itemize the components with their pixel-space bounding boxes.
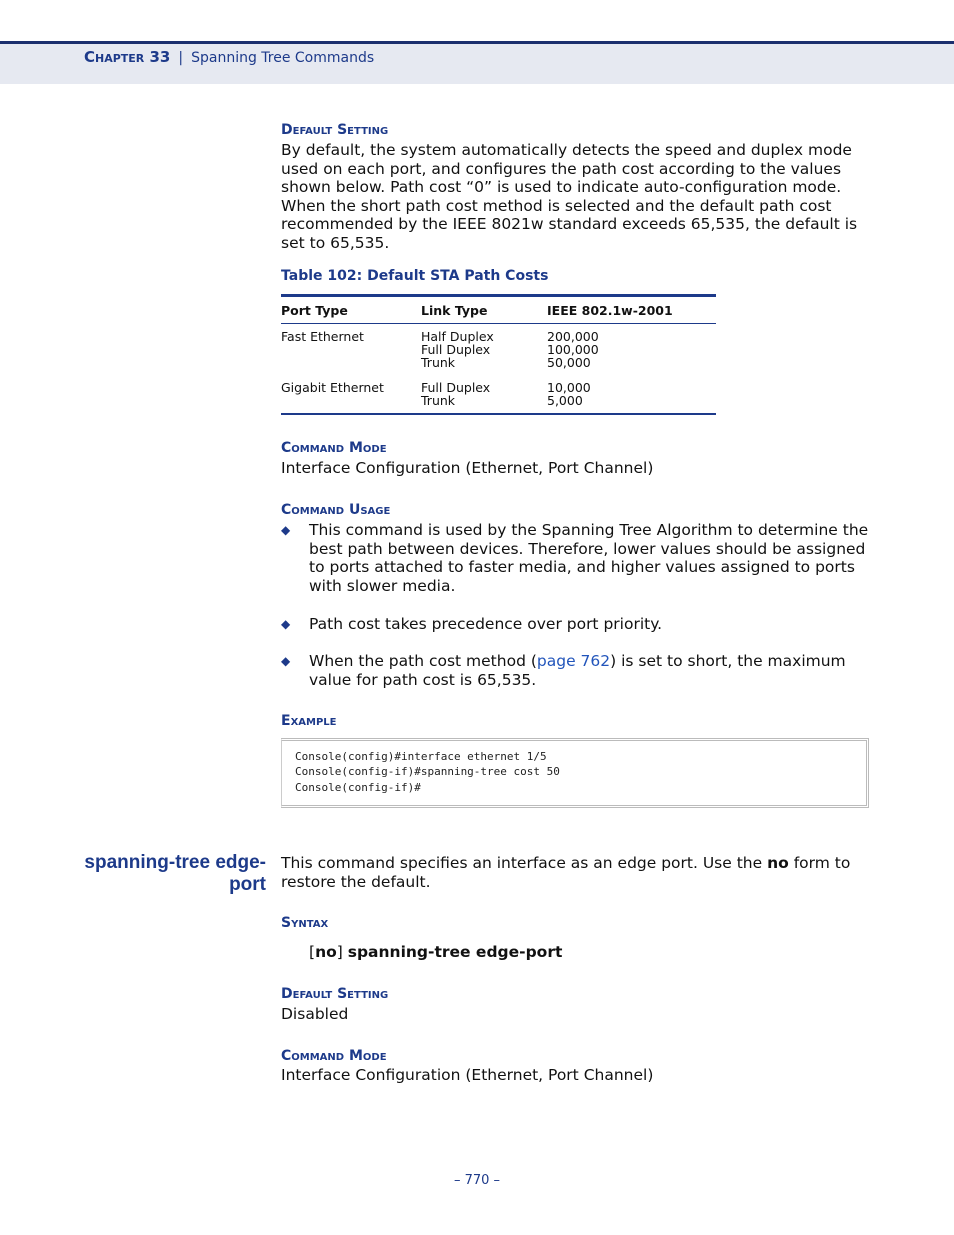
command-title-line2: port [229,874,266,895]
usage-bullet: This command is used by the Spanning Tree Algorithm to determine the best path between devices. Therefore, lower values should be assigned to ports attached to faster media, and higher values assigned to ports with slower media. [309,521,869,595]
syntax-line [309,943,562,961]
page-number: – 770 – [453,1173,501,1188]
intro-no-keyword: no [767,854,789,872]
diamond-bullet-icon: ◆ [281,617,291,631]
command-mode-body: Interface Configuration (Ethernet, Port Channel) [281,1066,654,1084]
header-link-type: Link Type [421,303,488,318]
code-example-box [281,738,869,808]
cell-link-type: Half Duplex Full Duplex Trunk [421,329,494,370]
syntax-bracket-close: ] [336,943,348,961]
example-heading: Example [281,713,337,729]
cell-link-type: Full Duplex Trunk [421,380,491,408]
default-setting-body: By default, the system automatically detects the speed and duplex mode used on each port, and configures the path cost according to the values shown below. Path cost “0” is used to indicate auto-configuration mode. When the short path cost method is selected and the default path cost recommended by the IEEE 8021w standard exceeds 65,535, the default is set to 65,535. [281,141,858,252]
intro-text-pre: This command specifies an interface as an edge port. Use the [281,854,768,872]
cell-cost: 200,000 100,000 50,000 [547,329,599,370]
syntax-bracket-open: [ [309,943,316,961]
command-title [84,852,266,896]
usage-bullet [309,652,874,689]
code-line: Console(config-if)#spanning-tree cost 50 [295,765,560,778]
command-title-line1: spanning-tree edge- [84,852,266,873]
syntax-heading: Syntax [281,915,329,931]
default-setting-body: Disabled [281,1005,349,1023]
chapter-label: Chapter 33 [84,48,171,66]
cell-cost: 10,000 5,000 [547,380,591,408]
table-header-row [281,297,716,324]
diamond-bullet-icon: ◆ [281,654,291,668]
syntax-command: spanning-tree edge-port [347,943,563,961]
page-762-link[interactable]: page 762 [536,652,611,670]
intro-text-post: form to restore the default. [281,854,851,891]
bullet-text-pre: When the path cost method ( [309,652,537,670]
command-mode-body: Interface Configuration (Ethernet, Port Channel) [281,459,654,477]
code-line: Console(config)#interface ethernet 1/5 [295,750,547,763]
bullet-text-post: ) is set to short, the maximum value for path cost is 65,535. [309,652,846,689]
diamond-bullet-icon: ◆ [281,523,291,537]
command-usage-heading: Command Usage [281,502,391,518]
cell-port-type: Gigabit Ethernet [281,380,384,395]
table-caption: Table 102: Default STA Path Costs [281,268,549,284]
command-mode-heading: Command Mode [281,1048,387,1064]
header-text [84,48,374,66]
command-mode-heading: Command Mode [281,440,387,456]
default-setting-heading: Default Setting [281,122,389,138]
running-header [0,41,954,84]
cell-port-type: Fast Ethernet [281,329,364,344]
code-line: Console(config-if)# [295,781,421,794]
edge-port-intro [281,854,871,891]
usage-bullet: Path cost takes precedence over port priority. [309,615,663,633]
section-label: Spanning Tree Commands [191,50,375,66]
path-cost-table [281,294,716,415]
syntax-no-keyword: no [315,943,337,961]
header-separator: | [178,50,184,66]
header-port-type: Port Type [281,303,348,318]
default-setting-heading: Default Setting [281,986,389,1002]
header-ieee: IEEE 802.1w-2001 [547,303,673,318]
